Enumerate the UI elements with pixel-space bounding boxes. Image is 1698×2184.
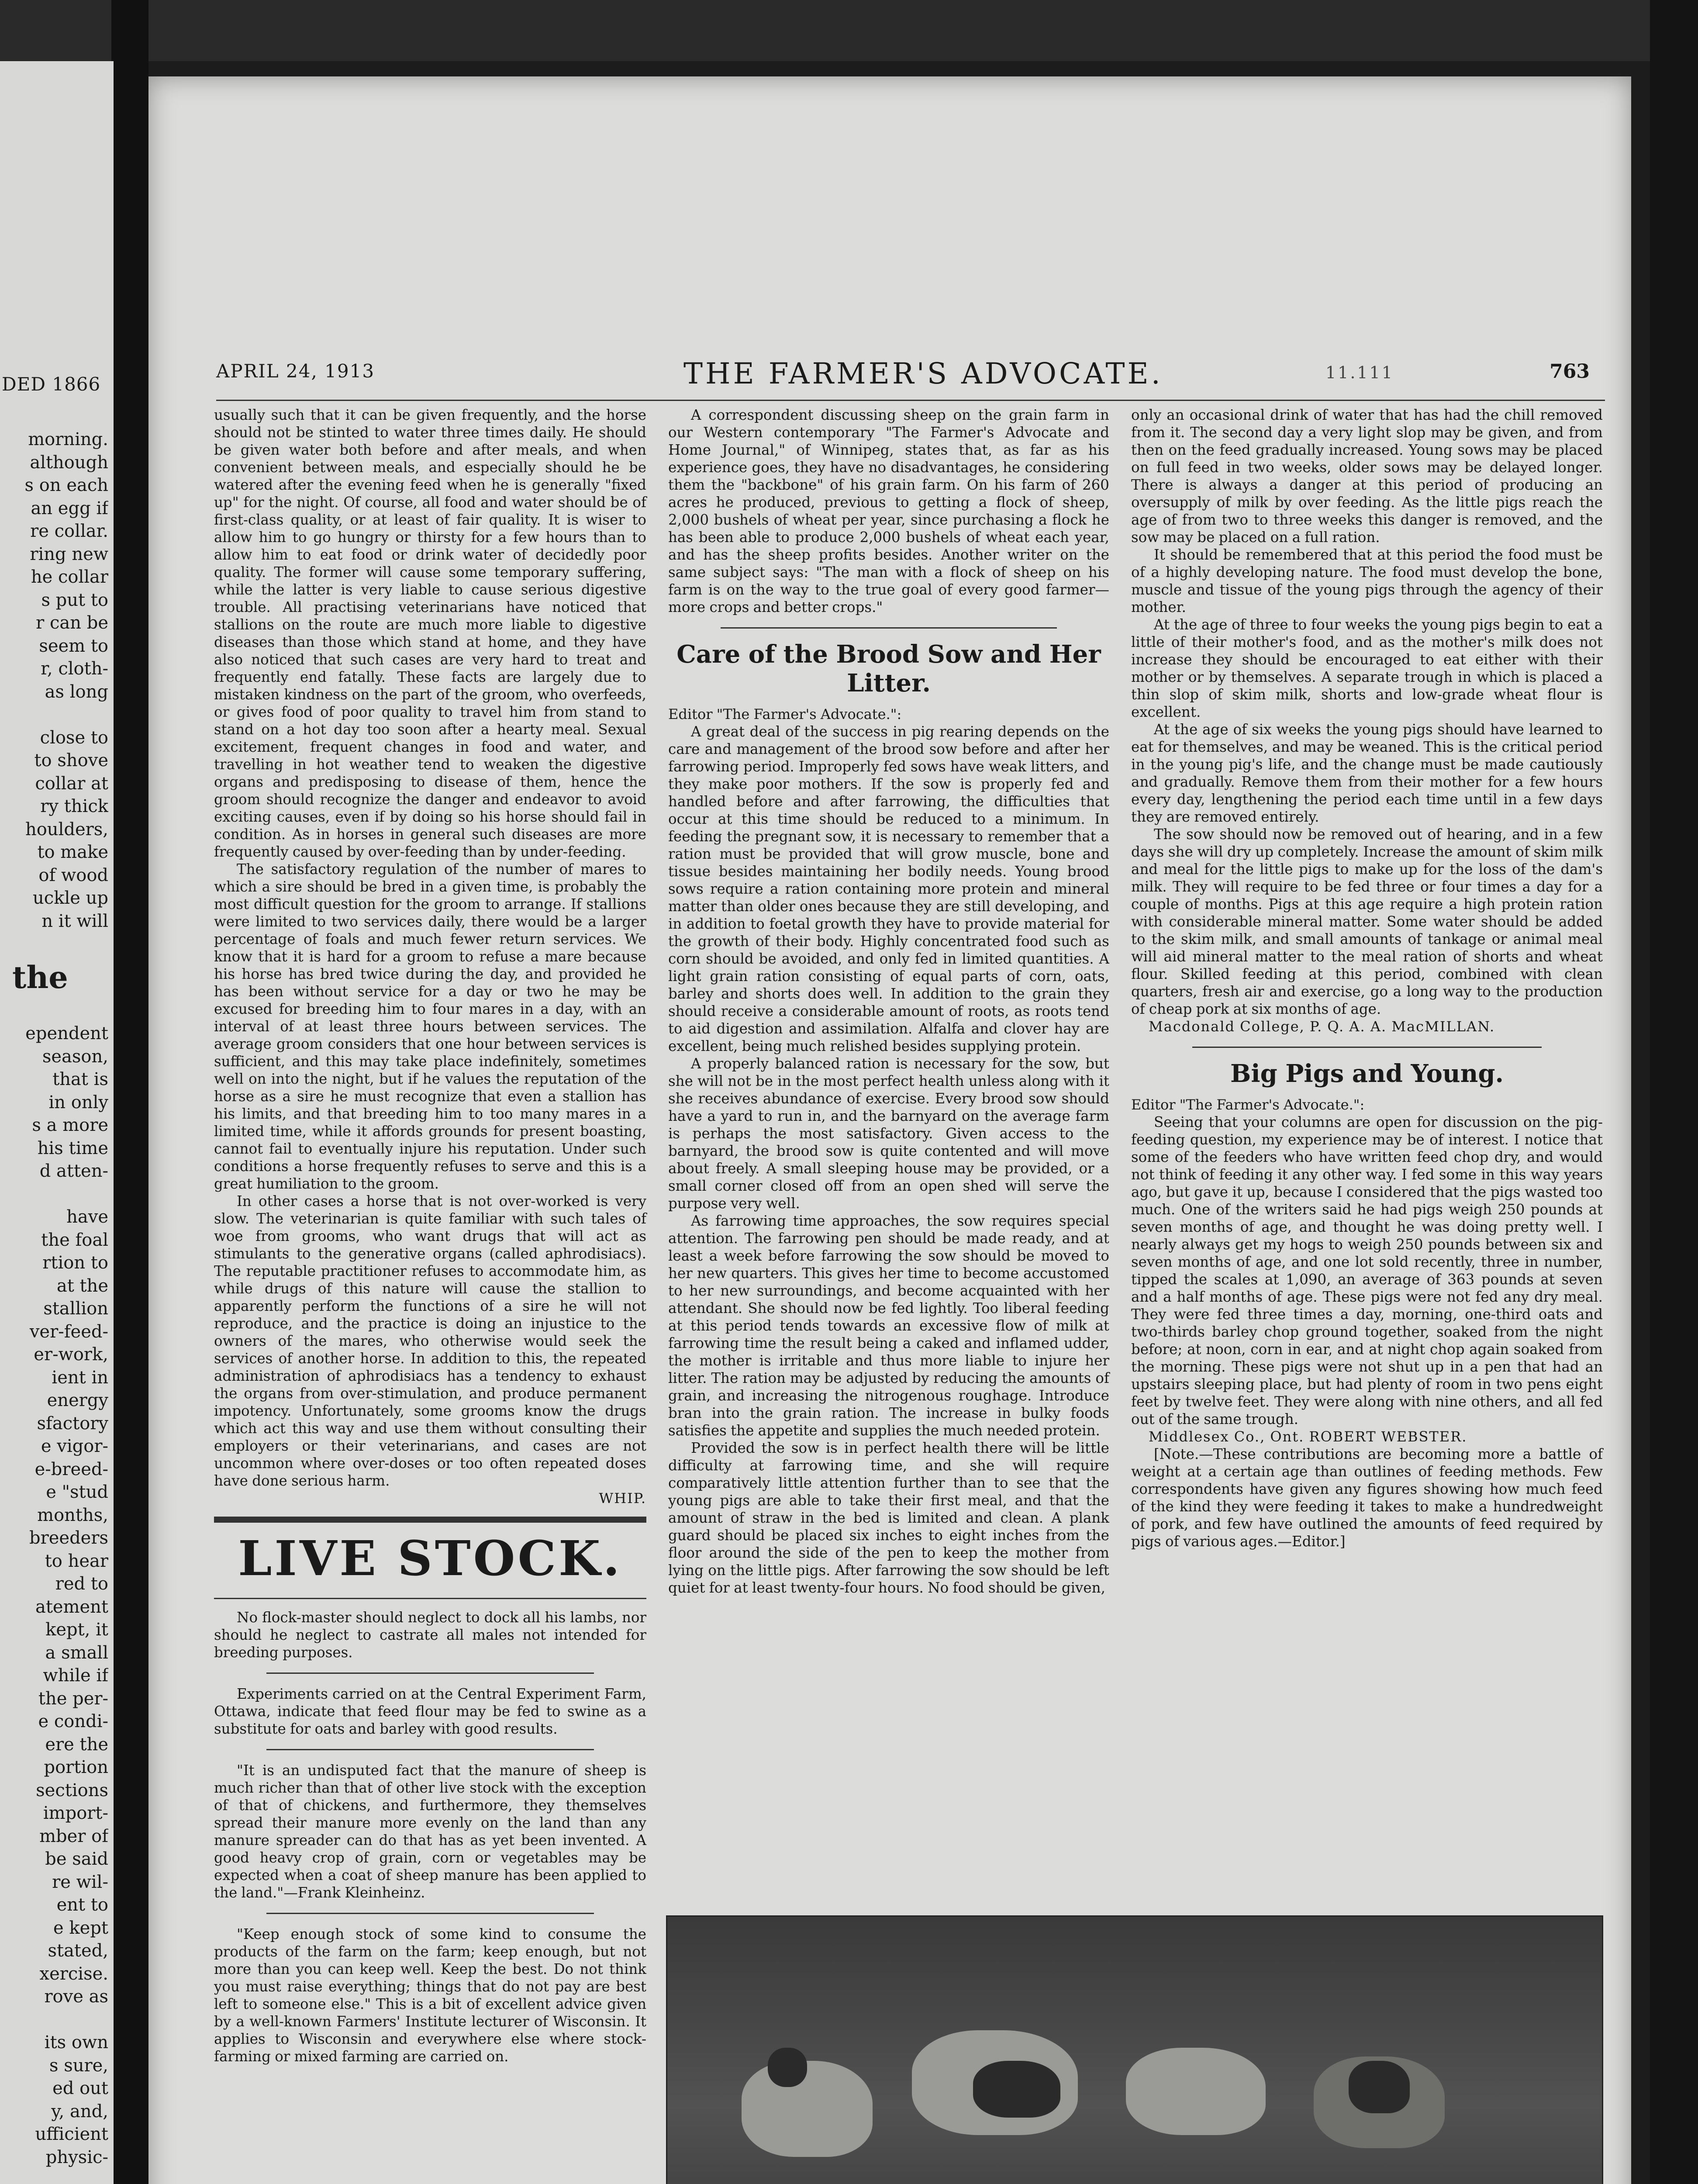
paragraph: The satisfactory regulation of the number of mares to which a sire should be bred in a given time, is probably the most difficult question for the groom to arrange. If stallions were limited to two services daily, there would be a larger percentage of foals and much fewer return services. We know that it is hard for a groom to refuse a mare because his horse has bred twice during the day, and provided he has been without service for a day or two he may be excused for breeding him to four mares in a day, with an interval of at least three hours between services. The average groom considers that one hour between services is sufficient, and this may take place indefinitely, sometimes well on into the night, but if he values the reputation of the horse as a sire he must recognize that even a stallion has his limits, and that breeding him to too many mares in a limited time, while it affords grounds for present boasting, cannot fail to eventually injure his reputation. Under such conditions a horse frequently refuses to serve and this is a great humiliation to the groom.: [214, 861, 646, 1192]
column-3: [1131, 406, 1603, 1550]
previous-page-fragment: [0, 61, 114, 2184]
previous-page-line: [8, 999, 108, 1023]
section-rule: [214, 1598, 646, 1599]
previous-page-line: to make: [37, 842, 108, 862]
previous-page-line: xercise.: [39, 1963, 108, 1984]
editor-salutation: Editor "The Farmer's Advocate.":: [1131, 1096, 1365, 1113]
section-rule: [214, 1517, 646, 1523]
film-border-top: [0, 0, 1698, 61]
previous-page-line: ere the: [45, 1734, 108, 1755]
newspaper-page: [148, 76, 1631, 2184]
previous-page-line: sections: [36, 1780, 108, 1800]
previous-page-line: portion: [44, 1757, 108, 1777]
previous-page-line: months,: [37, 1505, 108, 1525]
previous-page-line: ependent: [25, 1023, 108, 1044]
previous-page-line: rtion to: [42, 1253, 108, 1273]
previous-page-line: r can be: [36, 613, 108, 633]
previous-page-line: its own: [44, 2032, 108, 2053]
paragraph: A properly balanced ration is necessary for the sow, but she will not be in the most perfect health unless along with it she receives abundance of exercise. Every brood sow should have a yard to run in, and the barnyard on the average farm is perhaps the most satisfactory. Given access to the barnyard, the brood sow is quite contented and will move about freely. A small sleeping house may be provided, or a small corner closed off from an open shed will serve the purpose very well.: [668, 1055, 1109, 1212]
previous-page-line: [8, 2008, 108, 2032]
previous-page-line: [8, 933, 108, 956]
article-title-big-pigs: Big Pigs and Young.: [1230, 1059, 1504, 1088]
previous-page-line: season,: [42, 1046, 108, 1067]
previous-page-line: in only: [48, 1092, 108, 1113]
previous-page-line: morning.: [28, 429, 108, 449]
previous-page-line: although: [30, 452, 108, 473]
previous-page-line: e condi-: [38, 1711, 108, 1731]
previous-page-line: kept, it: [45, 1620, 108, 1640]
previous-page-line: close to: [40, 727, 108, 748]
previous-page-line: s on each: [24, 475, 108, 495]
previous-page-line: [8, 2169, 108, 2184]
previous-page-line: red to: [55, 1574, 108, 1594]
previous-page-line: ver-feed-: [29, 1321, 108, 1342]
paragraph: As farrowing time approaches, the sow requires special attention. The farrowing pen should be made ready, and at least a week before farrowing the sow should be moved to her new quarters. This gives her time to become accustomed to her new surroundings, and become acquainted with her attendant. She should now be fed lightly. Too liberal feeding at this period tends towards an excessive flow of milk at farrowing time the result being a caked and inflamed udder, the mother is irritable and thus more liable to injure her litter. The ration may be adjusted by reducing the amounts of grain, and increasing the nitrogenous roughage. Introduce bran into the grain ration. The increase in bulky foods satisfies the appetite and supplies the much needed protein.: [668, 1213, 1109, 1439]
previous-page-line: a small: [45, 1642, 108, 1663]
paragraph: At the age of three to four weeks the young pigs begin to eat a little of their mother's food, and as the mother's milk does not increase they should be encouraged to eat either with their mother or by themselves. A separate trough in which is placed a thin slop of skim milk, shorts and low-grade wheat flour is excellent.: [1131, 616, 1603, 720]
page-header: [216, 357, 1605, 391]
paragraph: At the age of six weeks the young pigs should have learned to eat for themselves, and may be weaned. This is the critical period in the young pig's life, and the change must be made cautiously and gradually. Remove them from their mother for a few hours every day, lengthening the period each time until in a few days they are removed entirely.: [1131, 721, 1603, 825]
issue-date: APRIL 24, 1913: [216, 360, 375, 382]
cow-image: [1126, 2048, 1266, 2135]
previous-page-line: uckle up: [33, 888, 108, 908]
paragraph: The sow should now be removed out of hearing, and in a few days she will dry up completely. Increase the amount of skim milk and meal for the little pigs to make up for the loss of the dam's milk. They will require to be fed three or four times a day for a couple of months. Pigs at this age require a high protein ration with considerable mineral matter. Some water should be added to the skim milk, and small amounts of tankage or animal meal will aid mineral matter to the meal ration of shorts and wheat flour. Skilled feeding at this period, combined with clean quarters, fresh air and exercise, go a long way to the production of cheap pork at six months of age.: [1131, 826, 1603, 1017]
previous-page-line: the per-: [38, 1688, 108, 1709]
previous-page-line: of wood: [38, 865, 108, 885]
previous-page-line: import-: [43, 1803, 108, 1823]
article-title-brood-sow: Care of the Brood Sow and Her Litter.: [676, 640, 1101, 698]
previous-page-header: DED 1866: [2, 373, 101, 395]
masthead-title: THE FARMER'S ADVOCATE.: [683, 357, 1163, 390]
previous-page-line: the: [12, 959, 68, 995]
section-title-live-stock: LIVE STOCK.: [238, 1530, 622, 1586]
previous-page-line: ient in: [52, 1367, 108, 1388]
short-rule: [1192, 1047, 1542, 1048]
header-rule: [216, 400, 1605, 401]
previous-page-line: e vigor-: [41, 1436, 108, 1456]
previous-page-line: at the: [56, 1275, 108, 1296]
previous-page-line: s sure,: [49, 2055, 108, 2076]
previous-page-line: energy: [47, 1390, 108, 1410]
previous-page-line: seem to: [39, 636, 108, 656]
short-rule: [266, 1673, 594, 1674]
editor-salutation: Editor "The Farmer's Advocate.":: [668, 706, 902, 722]
previous-page-line: re collar.: [30, 521, 108, 541]
previous-page-line: his time: [37, 1138, 108, 1158]
previous-page-line: n it will: [41, 911, 108, 931]
previous-page-line: ed out: [52, 2078, 108, 2098]
paragraph: A great deal of the success in pig rearing depends on the care and management of the brood sow before and after her farrowing period. Improperly fed sows have weak litters, and they make poor mothers. If the sow is properly fed and handled before and after farrowing, the difficulties that occur at this time should be reduced to a minimum. In feeding the pregnant sow, it is necessary to remember that a ration must be provided that will grow muscle, bone and tissue besides maintaining her bodily needs. Young brood sows require a ration containing more protein and mineral matter than older ones because they are still developing, and in addition to foetal growth they have to provide material for the growth of their body. Highly concentrated food such as corn should be avoided, and only fed in limited quantities. A light grain ration consisting of equal parts of corn, oats, barley and shorts does well. In addition to the grain they should receive a considerable amount of roots, as roots tend to aid digestion and assimilation. Alfalfa and clover hay are excellent, being much relished besides supplying protein.: [668, 723, 1109, 1054]
previous-page-line: ent to: [56, 1895, 108, 1915]
cow-patch-image: [1349, 2061, 1410, 2113]
paragraph: Experiments carried on at the Central Experiment Farm, Ottawa, indicate that feed flour may be fed to swine as a substitute for oats and barley with good results.: [214, 1686, 646, 1737]
previous-page-line: houlders,: [25, 819, 108, 840]
previous-page-line: that is: [52, 1069, 108, 1089]
signature-macmillan: Macdonald College, P. Q. A. A. MacMILLAN.: [1149, 1018, 1495, 1035]
previous-page-line: e kept: [53, 1918, 108, 1938]
previous-page-line: ring new: [30, 544, 108, 564]
paragraph: usually such that it can be given frequently, and the horse should not be stinted to water three times daily. He should be given water both before and after meals, and when convenient between meals, and especially should he be watered after the evening feed when he is generally "fixed up" for the night. Of course, all food and water should be of first-class quality, or at least of fair quality. It is wiser to allow him to go hungry or thirsty for a few hours than to allow him to eat food or drink water of decidedly poor quality. The former will cause some temporary suffering, while the latter is very liable to cause serious digestive trouble. All practising veterinarians have noticed that stallions on the route are much more liable to digestive diseases than those which stand at home, and they have also noticed that such cases are very hard to treat and frequently end fatally. These facts are largely due to mistaken kindness on the part of the groom, who overfeeds, or gives food of poor quality to travel him from stand to stand on a hot day too soon after a hearty meal. Sexual excitement, frequent changes in food and water, and travelling in hot weather tend to weaken the digestive organs and predisposing to disease of them, hence the groom should recognize the danger and endeavor to avoid exciting causes, even if by doing so his horse should fail in condition. As in horses in general such diseases are more frequently caused by over-feeding than by under-feeding.: [214, 407, 646, 860]
cattle-photograph: [666, 1915, 1603, 2184]
previous-page-line: stated,: [48, 1941, 108, 1961]
page-gutter: [111, 0, 148, 2184]
previous-page-line: d atten-: [39, 1161, 108, 1181]
page-number: 763: [1550, 360, 1590, 383]
previous-page-line: breeders: [29, 1528, 108, 1548]
previous-page-line: the foal: [41, 1230, 108, 1250]
previous-page-line: s put to: [41, 590, 108, 610]
header-mark: 11.111: [1325, 363, 1394, 382]
previous-page-line: be said: [45, 1849, 108, 1869]
previous-page-line: er-work,: [34, 1344, 108, 1365]
previous-page-line: e-breed-: [35, 1459, 108, 1479]
previous-page-line: mber of: [39, 1826, 108, 1846]
paragraph: "Keep enough stock of some kind to consume the products of the farm on the farm; keep enough, but not more than you can keep well. Keep the best. Do not think you must raise everything; things that do not pay are best left to someone else." This is a bit of excellent advice given by a well-known Farmers' Institute lecturer of Wisconsin. It applies to Wisconsin and everywhere else where stock-farming or mixed farming are carried on.: [214, 1926, 646, 2065]
editor-note: [Note.—These contributions are becoming more a battle of weight at a certain age than outlines of feeding methods. Few correspondents have given any figures showing how much feed of the kind they were feeding it takes to make a hundredweight of pork, and few have outlined the amounts of feed required by pigs of various ages.—Editor.]: [1131, 1446, 1603, 1550]
previous-page-line: he collar: [31, 567, 108, 587]
paragraph: In other cases a horse that is not over-worked is very slow. The veterinarian is quite familiar with such tales of woe from grooms, who want drugs that will act as stimulants to the generative organs (called aphrodisiacs). The reputable practitioner refuses to accommodate him, as while drugs of this nature will cause the stallion to apparently perform the functions of a sire he will not reproduce, and the practice is doing an injustice to the owners of the mares, who otherwise would seek the services of another horse. In addition to this, the repeated administration of aphrodisiacs has a tendency to exhaust the organs from over-stimulation, and produce permanent impotency. Unfortunately, some grooms know the drugs which act this way and use them without consulting their employers or their veterinarians, and cases are not uncommon where over-doses or too often repeated doses have done serious harm.: [214, 1193, 646, 1489]
short-rule: [266, 1749, 594, 1750]
previous-page-line: y, and,: [51, 2101, 108, 2122]
previous-page-line: rove as: [44, 1987, 108, 2007]
previous-page-line: while if: [43, 1666, 108, 1686]
previous-page-line: to shove: [34, 750, 108, 771]
film-border-right: [1650, 0, 1698, 2184]
signature-webster: Middlesex Co., Ont. ROBERT WEBSTER.: [1149, 1428, 1467, 1445]
paragraph: It should be remembered that at this period the food must be of a highly developing nature. The food must develop the bone, muscle and tissue of the young pigs through the agency of their mother.: [1131, 546, 1603, 615]
previous-page-line: to hear: [45, 1551, 108, 1571]
short-rule: [266, 1913, 594, 1914]
paragraph: only an occasional drink of water that has had the chill removed from it. The second day a very light slop may be given, and from then on the feed gradually increased. Young sows may be placed on full feed in two weeks, older sows may be delayed longer. There is always a danger at this period of producing an oversupply of milk by over feeding. As the little pigs reach the age of from two to three weeks this danger is removed, and the sow may be placed on a full ration.: [1131, 407, 1603, 546]
paragraph: No flock-master should neglect to dock all his lambs, nor should he neglect to castrate all males not intended for breeding purposes.: [214, 1609, 646, 1661]
cow-image: [742, 2061, 873, 2157]
previous-page-line: have: [66, 1207, 108, 1227]
previous-page-line: sfactory: [37, 1413, 108, 1434]
previous-page-line: atement: [35, 1597, 108, 1617]
previous-page-line: as long: [45, 681, 108, 702]
paragraph: Seeing that your columns are open for discussion on the pig-feeding question, my experience may be of interest. I notice that some of the feeders who have written feed chop dry, and would not think of feeding it any other way. I fed some in this way years ago, but gave it up, because I considered that the pigs wasted too much. One of the writers said he had pigs weigh 250 pounds at seven months of age, and thought he was doing pretty well. I nearly always get my hogs to weigh 250 pounds between six and seven months of age, and one lot sold recently, three in number, tipped the scales at 1,090, an average of 363 pounds at seven and a half months of age. These pigs were not fed any dry meal. They were fed three times a day, morning, one-third oats and two-thirds barley chop ground together, soaked from the night before; at noon, corn in ear, and at night chop again soaked from the morning. These pigs were not shut up in a pen that had an upstairs sleeping place, but had plenty of room in two pens eight feet by twelve feet. They were along with nine others, and all fed out of the same trough.: [1131, 1114, 1603, 1427]
previous-page-line: s a more: [32, 1115, 108, 1135]
paragraph: "It is an undisputed fact that the manure of sheep is much richer than that of other live stock with the exception of that of chickens, and furthermore, they themselves spread their manure more evenly on the land than any manure spreader can do that has as yet been invented. A good heavy crop of grain, corn or vegetables may be expected when a coat of sheep manure has been applied to the land."—Frank Kleinheinz.: [214, 1762, 646, 1901]
paragraph: A correspondent discussing sheep on the grain farm in our Western contemporary "The Farmer's Advocate and Home Journal," of Winnipeg, states that, as far as his experience goes, they have no disadvantages, he considering them the "backbone" of his grain farm. On his farm of 260 acres he produced, previous to getting a flock of sheep, 2,000 bushels of wheat per year, since purchasing a flock he has been able to produce 2,000 bushels of wheat each year, and has the sheep profits besides. Another writer on the same subject says: "The man with a flock of sheep on his farm is on the way to the true goal of every good farmer—more crops and better crops.": [668, 407, 1109, 615]
previous-page-line: collar at: [35, 773, 108, 794]
column-2: [668, 406, 1109, 1597]
previous-page-line: [8, 1183, 108, 1206]
previous-page-column: [8, 428, 108, 2184]
cow-head-image: [768, 2048, 807, 2087]
previous-page-line: stallion: [43, 1299, 108, 1319]
previous-page-line: physic-: [45, 2147, 108, 2167]
previous-page-line: ufficient: [35, 2124, 108, 2144]
column-1: [214, 406, 646, 2065]
previous-page-line: ry thick: [40, 796, 108, 816]
cow-patch-image: [973, 2061, 1060, 2118]
signature-whip: WHIP.: [599, 1490, 646, 1507]
paragraph: Provided the sow is in perfect health there will be little difficulty at farrowing time, and she will require comparatively little attention further than to see that the young pigs are able to take their first meal, and that the amount of straw in the bed is limited and clean. A plank guard should be placed six inches to eight inches from the floor around the side of the pen to keep the mother from lying on the little pigs. After farrowing the sow should be left quiet for at least twenty-four hours. No food should be given,: [668, 1440, 1109, 1596]
previous-page-line: [8, 703, 108, 726]
previous-page-line: an egg if: [31, 498, 108, 518]
previous-page-line: e "stud: [46, 1482, 108, 1502]
short-rule: [721, 627, 1057, 629]
previous-page-line: re wil-: [52, 1872, 108, 1892]
previous-page-line: r, cloth-: [41, 659, 108, 679]
